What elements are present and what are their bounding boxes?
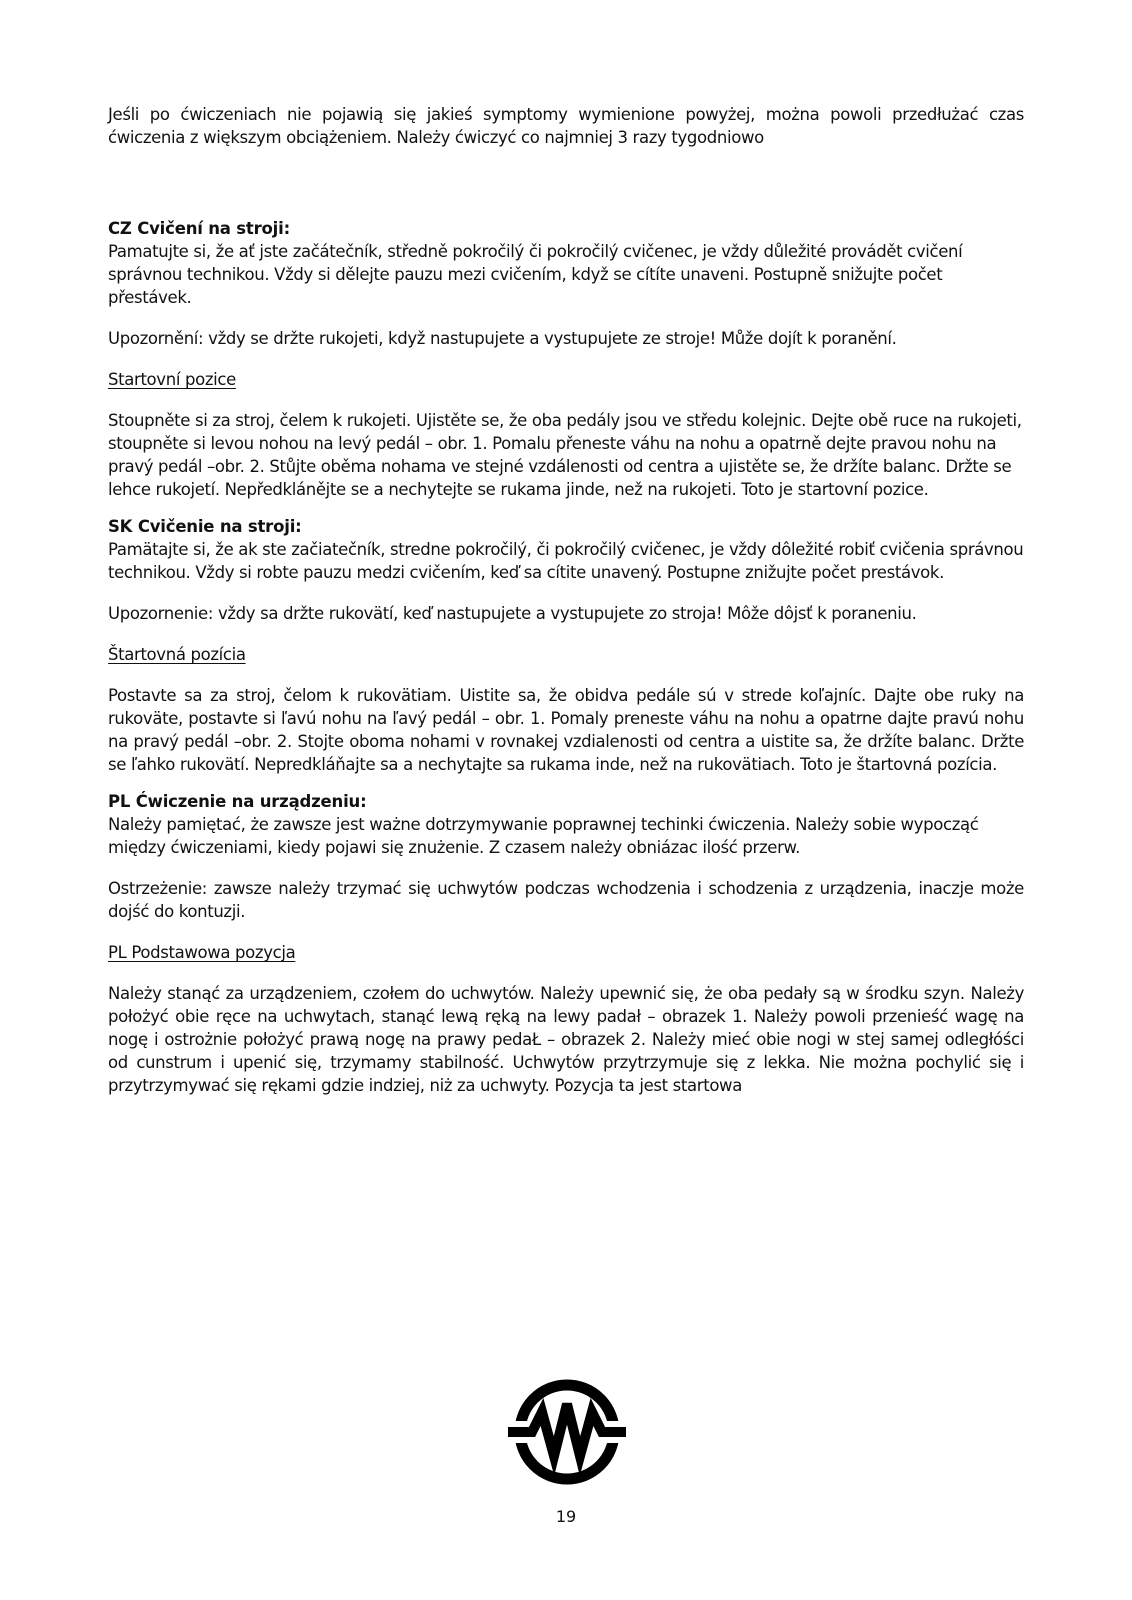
cz-subheading: Startovní pozice: [108, 370, 236, 389]
sk-subheading: Štartovná pozícia: [108, 645, 246, 664]
pl-section: [108, 790, 1024, 1097]
page-number: 19: [555, 1507, 577, 1526]
pl-subheading: PL Podstawowa pozycja: [108, 943, 296, 962]
sk-warning-paragraph: Upozornenie: vždy sa držte rukovätí, keď nastupujete a vystupujete zo stroja! Môže dôjsť k poraneniu.: [108, 604, 917, 623]
sk-section: [108, 515, 1024, 776]
pl-position-paragraph: Należy stanąć za urządzeniem, czołem do uchwytów. Należy upewnić się, że oba pedały są w środku szyn. Należy położyć obie ręce na uchwytach, stanąć lewą ręką na lewy padał – obrazek 1. Należy powoli przenieść wagę na nogę i ostrożnie położyć prawą nogę na prawy pedaŁ – obrazek 2. Należy mieć obie nogi w stej samej odległóści od cunstrum i upenić się, trzymamy stabilność. Uchwytów przytrzymuje się z lekka. Nie można pochylić się i przytrzymywać się rękami gdzie indziej, niż za uchwyty. Pozycja ta jest startowa: [108, 984, 1024, 1095]
intro-paragraph: Jeśli po ćwiczeniach nie pojawią się jakieś symptomy wymienione powyżej, można powoli przedłużać czas ćwiczenia z większym obciążeniem. Należy ćwiczyć co najmniej 3 razy tygodniowo: [108, 105, 1024, 147]
sk-body-paragraph: Pamätajte si, že ak ste začiatečník, stredne pokročilý, či pokročilý cvičenec, je vždy dôležité robiť cvičenia správnou technikou. Vždy si robte pauzu medzi cvičením, keď sa cítite unavený. Postupne znižujte počet prestávok.: [108, 540, 1024, 582]
cz-warning-paragraph: Upozornění: vždy se držte rukojeti, když nastupujete a vystupujete ze stroje! Může dojít k poranění.: [108, 329, 897, 348]
cz-position-paragraph: Stoupněte si za stroj, čelem k rukojeti. Ujistěte se, že oba pedály jsou ve středu kolejnic. Dejte obě ruce na rukojeti, stoupněte si levou nohou na levý pedál – obr. 1. Pomalu přeneste váhu na nohu a opatrně dejte pravou nohu na pravý pedál –obr. 2. Stůjte oběma nohama ve stejné vzdálenosti od centra a ujistěte se, že držíte balanc. Držte se lehce rukojetí. Nepředklánějte se a nechytejte se rukama jinde, než na rukojeti. Toto je startovní pozice.: [108, 411, 1022, 499]
pl-body-paragraph: Należy pamiętać, że zawsze jest ważne dotrzymywanie poprawnej techinki ćwiczenia. Należy sobie wypocząć między ćwiczeniami, kiedy pojawi się znużenie. Z czasem należy obniázac ilość przerw.: [108, 815, 979, 857]
cz-body-paragraph: Pamatujte si, že ať jste začátečník, středně pokročilý či pokročilý cvičenec, je vždy důležité provádět cvičení správnou technikou. Vždy si dělejte pauzu mezi cvičením, když se cítíte unaveni. Postupně snižujte počet přestávek.: [108, 242, 963, 307]
cz-heading: CZ Cvičení na stroji:: [108, 219, 290, 238]
sk-heading: SK Cvičenie na stroji:: [108, 517, 302, 536]
pulse-circle-logo-icon: [508, 1378, 626, 1486]
document-page: [108, 103, 1024, 1097]
sk-position-paragraph: Postavte sa za stroj, čelom k rukovätiam. Uistite sa, že obidva pedále sú v strede koľajníc. Dajte obe ruky na rukoväte, postavte si ľavú nohu na ľavý pedál – obr. 1. Pomaly preneste váhu na nohu a opatrne dajte pravú nohu na pravý pedál –obr. 2. Stojte oboma nohami v rovnakej vzdialenosti od centra a uistite sa, že držíte balanc. Držte se ľahko rukovätí. Nepredkláňajte sa a nechytajte sa rukama inde, než na rukovätiach. Toto je štartovná pozícia.: [108, 686, 1024, 774]
cz-section: [108, 217, 1024, 501]
pl-warning-paragraph: Ostrzeżenie: zawsze należy trzymać się uchwytów podczas wchodzenia i schodzenia z urządzenia, inaczje może dojść do kontuzji.: [108, 879, 1024, 921]
pl-heading: PL Ćwiczenie na urządzeniu:: [108, 792, 367, 811]
